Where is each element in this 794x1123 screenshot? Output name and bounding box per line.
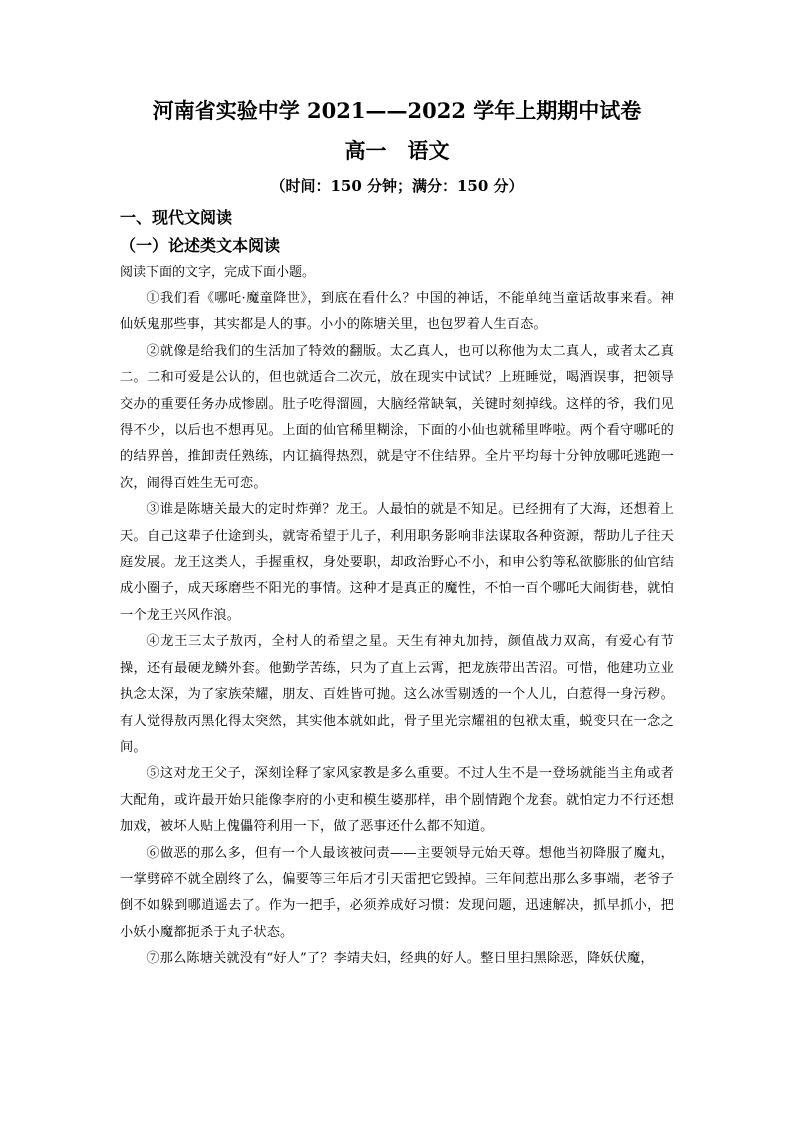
exam-subtitle: 高一 语文 <box>344 138 450 163</box>
paragraph-5: ⑤这对龙王父子，深刻诠释了家风家教是多么重要。不过人生不是一登场就能当主角或者大配角，或许最开始只能像李府的小吏和模生婆那样，串个剧情跑个龙套。就怕定力不行还想加戏，被坏人贴上傀儡符利用一下，做了恶事还什么都不知道。 <box>120 766 674 835</box>
paragraph-3: ③谁是陈塘关最大的定时炸弹？龙王。人最怕的就是不知足。已经拥有了大海，还想着上天。自己这辈子仕途到头，就寄希望于儿子，利用职务影响非法谋取各种资源，帮助儿子往天庭发展。龙王这类人，手握重权，身处要职，却政治野心不小，和申公豹等私欲膨胀的仙官结成小圈子，成天琢磨些不阳光的事情。这种才是真正的魔性，不怕一百个哪吒大闹街巷，就怕一个龙王兴风作浪。 <box>120 502 674 623</box>
section-heading: 一、现代文阅读 <box>120 208 233 227</box>
sub-section-heading: （一）论述类文本阅读 <box>120 236 281 255</box>
exam-time-score-info: （时间：150 分钟；满分：150 分） <box>270 177 524 195</box>
paragraph-1: ①我们看《哪吒·魔童降世》，到底在看什么？中国的神话，不能单纯当童话故事来看。神仙妖鬼那些事，其实都是人的事。小小的陈塘关里，也包罗着人生百态。 <box>120 291 674 333</box>
paragraph-7: ⑦那么陈塘关就没有“好人”了？李靖夫妇，经典的好人。整日里扫黑除恶，降妖伏魔， <box>146 951 654 967</box>
paragraph-2: ②就像是给我们的生活加了特效的翻版。太乙真人，也可以称他为太二真人，或者太乙真二。二和可爱是公认的，但也就适合二次元，放在现实中试试？上班睡觉，喝酒误事，把领导交办的重要任务办成惨剧。肚子吃得溜圆，大脑经常缺氧，关键时刻掉线。这样的爷，我们见得不少，以后也不想再见。上面的仙官稀里糊涂，下面的小仙也就稀里哗啦。两个看守哪吒的的结界兽，推卸责任熟练，内讧搞得热烈，就是守不住结界。全片平均每十分钟放哪吒逃跑一次，闹得百姓生无可恋。 <box>120 343 674 491</box>
exam-title: 河南省实验中学 2021——2022 学年上期期中试卷 <box>152 98 642 123</box>
paragraph-4: ④龙王三太子敖丙，全村人的希望之星。天生有神丸加持，颜值战力双高，有爱心有节操，还有最硬龙鳞外套。他勤学苦练，只为了直上云霄，把龙族带出苦沼。可惜，他建功立业执念太深，为了家族荣耀，朋友、百姓皆可抛。这么冰雪剔透的一个人儿，白惹得一身污秽。有人觉得敖丙黑化得太突然，其实他本就如此，骨子里光宗耀祖的包袱太重，蜕变只在一念之间。 <box>120 634 674 755</box>
paragraph-6: ⑥做恶的那么多，但有一个人最该被问责——主要领导元始天尊。想他当初降服了魔丸，一掌劈碎不就全剧终了么，偏要等三年后才引天雷把它毁掉。三年间惹出那么多事端，老爷子倒不如躲到哪逍遥去了。作为一把手，必须养成好习惯：发现问题，迅速解决，抓早抓小，把小妖小魔都扼杀于丸子状态。 <box>120 845 674 940</box>
reading-instruction: 阅读下面的文字，完成下面小题。 <box>120 265 316 280</box>
